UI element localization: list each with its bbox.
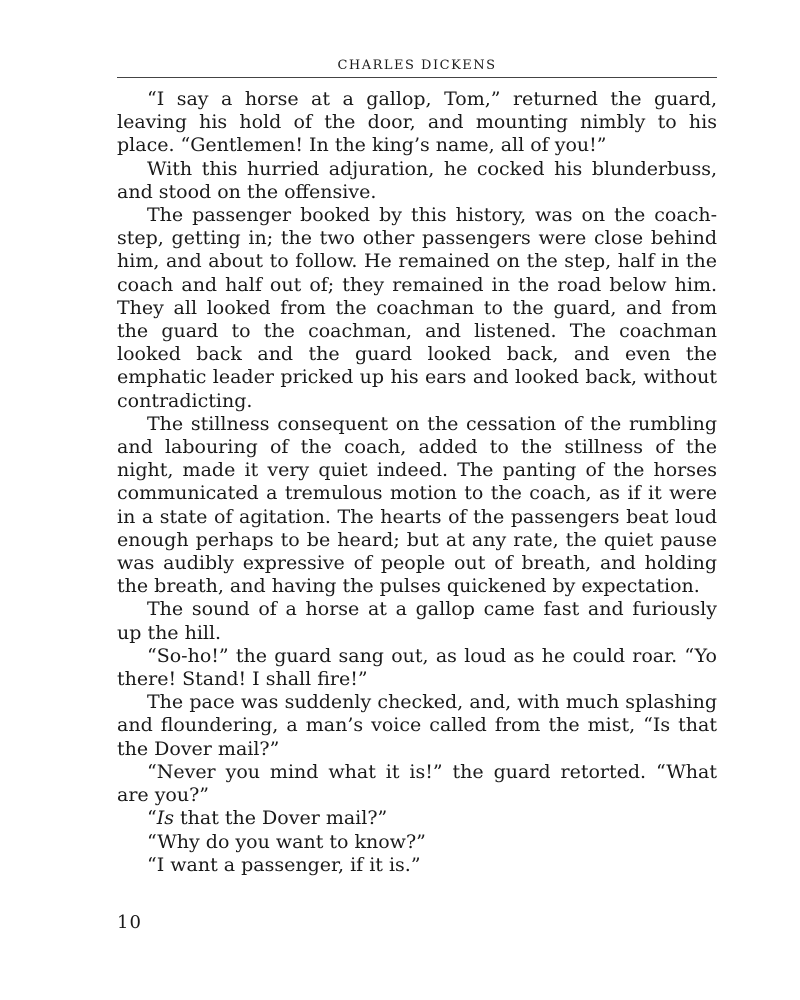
book-page (117, 58, 717, 877)
paragraph: “So-ho!” the guard sang out, as loud as he could roar. “Yo there! Stand! I shall fire!” (117, 644, 717, 691)
paragraph: “Never you mind what it is!” the guard retorted. “What are you?” (117, 760, 717, 807)
page-number: 10 (117, 912, 142, 933)
paragraph (117, 807, 717, 830)
body-text (117, 88, 717, 877)
paragraph-rest: that the Dover mail?” (173, 807, 388, 830)
paragraph: “I want a passenger, if it is.” (147, 853, 421, 876)
quote-open: “ (147, 807, 157, 830)
paragraph: “Why do you want to know?” (147, 830, 426, 853)
paragraph: With this hurried adjuration, he cocked his blunderbuss, and stood on the offensive. (117, 157, 717, 203)
paragraph: The passenger booked by this history, was on the coach-step, getting in; the two other passengers were close behind him, and about to follow. He remained on the step, half in the coach and half out of; they remained in the road below him. They all looked from the coachman to the guard, and from the guard to the coachman, and listened. The coachman looked back and the guard looked back, and even the emphatic leader pricked up his ears and looked back, without contradicting. (117, 204, 717, 412)
running-head: CHARLES DICKENS (117, 58, 717, 78)
paragraph: The sound of a horse at a gallop came fast and furiously up the hill. (117, 598, 717, 644)
paragraph: The pace was suddenly checked, and, with much splashing and floundering, a man’s voice called from the mist, “Is that the Dover mail?” (117, 691, 717, 760)
paragraph: “I say a horse at a gallop, Tom,” returned the guard, leaving his hold of the door, and mounting nimbly to his place. “Gentlemen! In the king’s name, all of you!” (117, 88, 717, 157)
italic-word: Is (156, 807, 174, 830)
paragraph: The stillness consequent on the cessation of the rumbling and labouring of the coach, added to the stillness of the night, made it very quiet indeed. The panting of the horses communicated a tremulous motion to the coach, as if it were in a state of agitation. The hearts of the passengers beat loud enough perhaps to be heard; but at any rate, the quiet pause was audibly expressive of people out of breath, and holding the breath, and having the pulses quickened by expectation. (117, 412, 717, 598)
